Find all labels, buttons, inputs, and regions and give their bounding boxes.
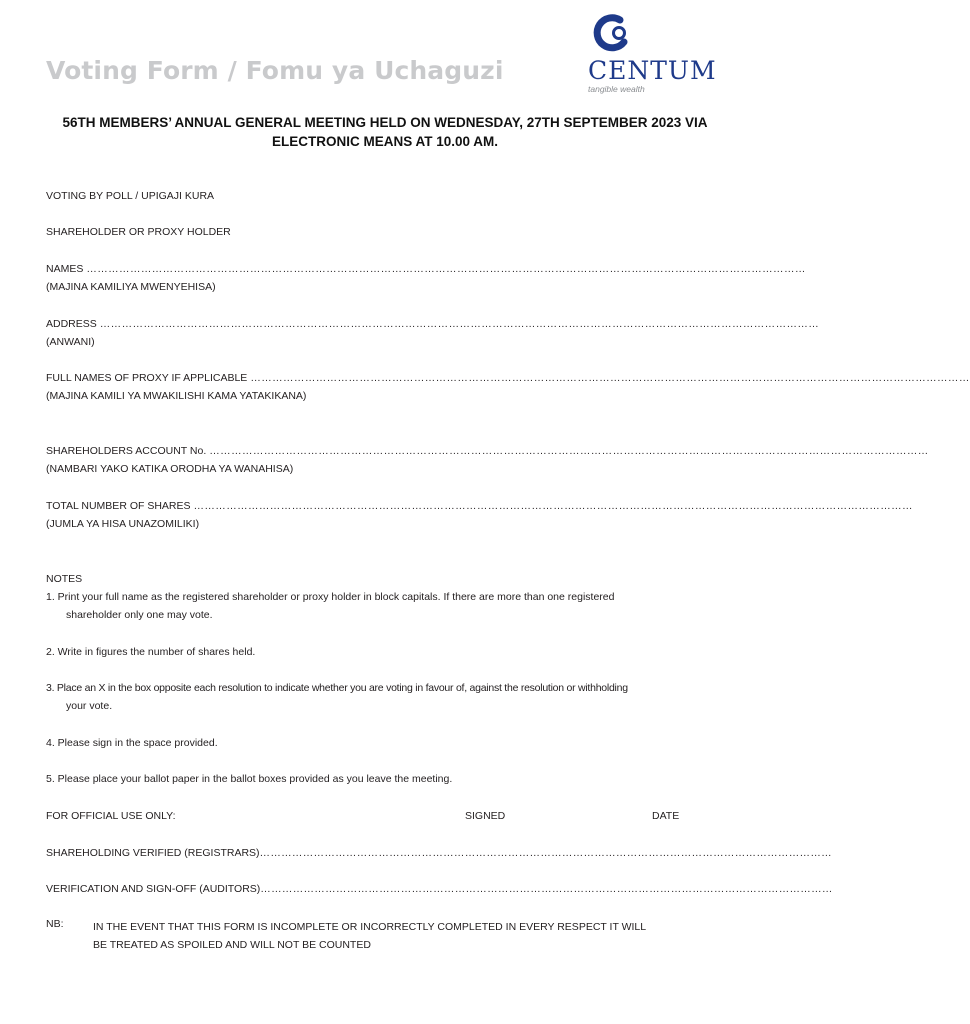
nb-text-line-1: IN THE EVENT THAT THIS FORM IS INCOMPLETE OR INCORRECTLY COMPLETED IN EVERY RESPECT IT WILL [93,921,647,933]
auditors-dotted-line[interactable]: …………………………………………………………………………………………………………………………………………… [260,883,833,895]
note-1-line-1: 1. Print your full name as the registered shareholder or proxy holder in block capitals. If there are more than one registered [46,591,615,603]
names-field[interactable] [46,262,806,276]
official-use-heading: FOR OFFICIAL USE ONLY: [46,810,176,822]
signed-label: SIGNED [465,810,506,822]
address-label: ADDRESS [46,318,97,330]
shares-translation: (JUMLA YA HISA UNAZOMILIKI) [46,518,200,530]
registrars-field[interactable] [46,846,832,860]
auditors-field[interactable] [46,882,833,896]
proxy-field[interactable] [46,371,970,385]
proxy-translation: (MAJINA KAMILI YA MWAKILISHI KAMA YATAKIKANA) [46,390,307,402]
voting-by-poll-label: VOTING BY POLL / UPIGAJI KURA [46,190,215,202]
address-dotted-line[interactable]: ……………………………………………………………………………………………………………………………………………………………………………… [99,318,820,330]
auditors-label: VERIFICATION AND SIGN-OFF (AUDITORS) [46,883,261,895]
nb-text [93,918,693,954]
shares-field[interactable] [46,499,913,513]
note-1-line-2: shareholder only one may vote. [66,609,213,621]
shares-dotted-line[interactable]: ……………………………………………………………………………………………………………………………………………………………………………… [193,500,913,512]
centum-logo [586,14,726,98]
note-3 [46,679,726,715]
meeting-heading: 56TH MEMBERS’ ANNUAL GENERAL MEETING HELD ON WEDNESDAY, 27TH SEPTEMBER 2023 VIA ELECTRONIC MEANS AT 10.00 AM. [62,115,708,149]
shareholder-or-proxy-label: SHAREHOLDER OR PROXY HOLDER [46,226,231,238]
note-3-line-1: 3. Place an X in the box opposite each resolution to indicate whether you are voting in favour of, against the resolution or withholding [46,682,628,694]
names-translation: (MAJINA KAMILIYA MWENYEHISA) [46,281,216,293]
registrars-label: SHAREHOLDING VERIFIED (REGISTRARS) [46,847,260,859]
account-label: SHAREHOLDERS ACCOUNT No. [46,445,207,457]
form-title: Voting Form / Fomu ya Uchaguzi [46,56,504,85]
account-field[interactable] [46,444,929,458]
logo-tagline: tangible wealth [588,84,645,94]
account-translation: (NAMBARI YAKO KATIKA ORODHA YA WANAHISA) [46,463,294,475]
address-field[interactable] [46,317,820,331]
note-4: 4. Please sign in the space provided. [46,737,218,749]
notes-heading: NOTES [46,573,83,585]
address-translation: (ANWANI) [46,336,95,348]
names-dotted-line[interactable]: ……………………………………………………………………………………………………………………………………………………………………………… [86,263,806,275]
registrars-dotted-line[interactable]: …………………………………………………………………………………………………………………………………………… [259,847,832,859]
centum-logo-icon [586,14,726,56]
logo-wordmark: CENTUM [588,56,717,85]
proxy-dotted-line[interactable]: ……………………………………………………………………………………………………………………………………………………………………………… [250,372,970,384]
note-2: 2. Write in figures the number of shares held. [46,646,256,658]
note-3-line-2: your vote. [66,700,113,712]
nb-label: NB: [46,918,64,930]
note-5: 5. Please place your ballot paper in the ballot boxes provided as you leave the meeting. [46,773,453,785]
names-label: NAMES [46,263,84,275]
shares-label: TOTAL NUMBER OF SHARES [46,500,191,512]
proxy-label: FULL NAMES OF PROXY IF APPLICABLE [46,372,248,384]
date-label: DATE [652,810,680,822]
account-dotted-line[interactable]: ……………………………………………………………………………………………………………………………………………………………………………… [209,445,929,457]
nb-text-line-2: BE TREATED AS SPOILED AND WILL NOT BE COUNTED [93,939,371,951]
note-1 [46,588,726,624]
